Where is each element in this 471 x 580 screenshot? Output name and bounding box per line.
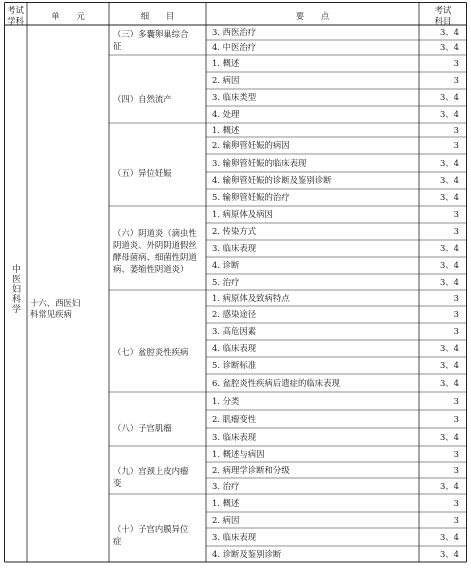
level-value: 3、4 xyxy=(439,27,459,37)
syllabus-table xyxy=(4,2,467,576)
point-text: 4. 诊断 xyxy=(212,260,240,270)
point-text: 3. 临床表现 xyxy=(212,531,257,542)
level-value: 3 xyxy=(453,292,459,303)
point-text: 5. 输卵管妊娠的治疗 xyxy=(212,192,290,202)
level-value: 3 xyxy=(453,75,459,85)
point-text: 4. 处理 xyxy=(212,109,240,119)
level-value: 3 xyxy=(453,309,459,319)
point-text: 2. 病因 xyxy=(212,75,240,85)
point-text: 4. 诊断及鉴别诊断 xyxy=(212,548,282,559)
level-value: 3、4 xyxy=(439,531,459,542)
level-value: 3、4 xyxy=(439,548,459,559)
point-text: 2. 输卵管妊娠的病因 xyxy=(212,140,290,150)
subject-name: 中医妇科学 xyxy=(10,264,20,314)
point-text: 1. 概述 xyxy=(212,124,240,135)
topic-label: （四）自然流产 xyxy=(113,94,172,104)
point-text: 3. 临床表现 xyxy=(212,243,257,253)
point-text: 1. 分类 xyxy=(212,395,240,406)
header-topic: 细 目 xyxy=(140,11,175,21)
topic-label: （七）盆腔炎性疾病 xyxy=(113,347,189,357)
point-text: 2. 肌瘤变性 xyxy=(212,413,257,424)
point-text: 1. 病原体及病因 xyxy=(212,209,273,219)
point-text: 3. 高危因素 xyxy=(212,326,257,336)
point-text: 4. 输卵管妊娠的诊断及鉴别诊断 xyxy=(212,175,332,185)
point-text: 2. 病理学诊断和分级 xyxy=(212,464,290,475)
level-value: 3、4 xyxy=(439,175,459,185)
level-value: 3、4 xyxy=(439,192,459,202)
point-text: 1. 概述 xyxy=(212,58,240,68)
level-value: 3 xyxy=(453,226,459,236)
level-value: 3 xyxy=(453,448,459,459)
point-text: 5. 治疗 xyxy=(212,276,240,287)
header-subject: 考试 学科 xyxy=(7,5,24,26)
level-value: 3 xyxy=(453,413,459,424)
level-value: 3 xyxy=(453,497,459,508)
topic-label: （三）多囊卵巢综合征 xyxy=(113,29,189,51)
point-text: 3. 临床表现 xyxy=(212,431,257,442)
level-value: 3、4 xyxy=(439,109,459,119)
point-text: 3. 临床类型 xyxy=(212,92,257,102)
level-value: 3、4 xyxy=(439,377,459,388)
level-value: 3 xyxy=(453,464,459,475)
level-value: 3 xyxy=(453,326,459,336)
topic-label: （八）子宫肌瘤 xyxy=(113,423,172,433)
point-text: 3. 输卵管妊娠的临床表现 xyxy=(212,157,307,168)
level-value: 3、4 xyxy=(439,276,459,287)
level-value: 3 xyxy=(453,140,459,150)
header-level: 考试 科目 xyxy=(434,5,452,26)
header-unit: 单 元 xyxy=(51,11,85,21)
point-text: 5. 诊断标准 xyxy=(212,360,257,370)
level-value: 3、4 xyxy=(439,260,459,270)
level-value: 3、4 xyxy=(439,42,459,52)
level-value: 3、4 xyxy=(439,431,459,442)
point-text: 1. 病原体及致病特点 xyxy=(212,292,290,303)
point-text: 4. 中医治疗 xyxy=(212,42,257,52)
point-text: 1. 概述 xyxy=(212,497,240,508)
point-text: 6. 盆腔炎性疾病后遗症的临床表现 xyxy=(212,377,340,388)
point-text: 2. 病因 xyxy=(212,514,240,525)
level-value: 3 xyxy=(453,124,459,135)
level-value: 3 xyxy=(453,209,459,219)
topic-label: （五）异位妊娠 xyxy=(113,168,172,178)
point-text: 2. 感染途径 xyxy=(212,309,257,319)
level-value: 3 xyxy=(453,395,459,406)
level-value: 3 xyxy=(453,514,459,525)
point-text: 4. 临床表现 xyxy=(212,343,257,353)
level-value: 3、4 xyxy=(439,343,459,353)
point-text: 2. 传染方式 xyxy=(212,226,257,236)
topic-label: （六）阴道炎（滴虫性阴道炎、外阴阴道假丝酵母菌病、细菌性阴道病、萎缩性阴道炎） xyxy=(113,228,197,274)
level-value: 3、4 xyxy=(439,243,459,253)
level-value: 3、4 xyxy=(439,360,459,370)
topic-label: （十）子宫内膜异位症 xyxy=(113,524,189,546)
topic-label: （九）宫颈上皮内瘤变 xyxy=(113,466,189,488)
level-value: 3、4 xyxy=(439,92,459,102)
level-value: 3、4 xyxy=(439,480,459,491)
point-text: 1. 概述与病因 xyxy=(212,448,265,459)
header-points: 要 点 xyxy=(295,11,330,21)
point-text: 3. 西医治疗 xyxy=(212,27,257,37)
unit-name: 十六、西医妇 科常见疾病 xyxy=(30,298,81,319)
level-value: 3 xyxy=(453,58,459,68)
level-value: 3、4 xyxy=(439,157,459,168)
point-text: 3. 治疗 xyxy=(212,480,240,491)
